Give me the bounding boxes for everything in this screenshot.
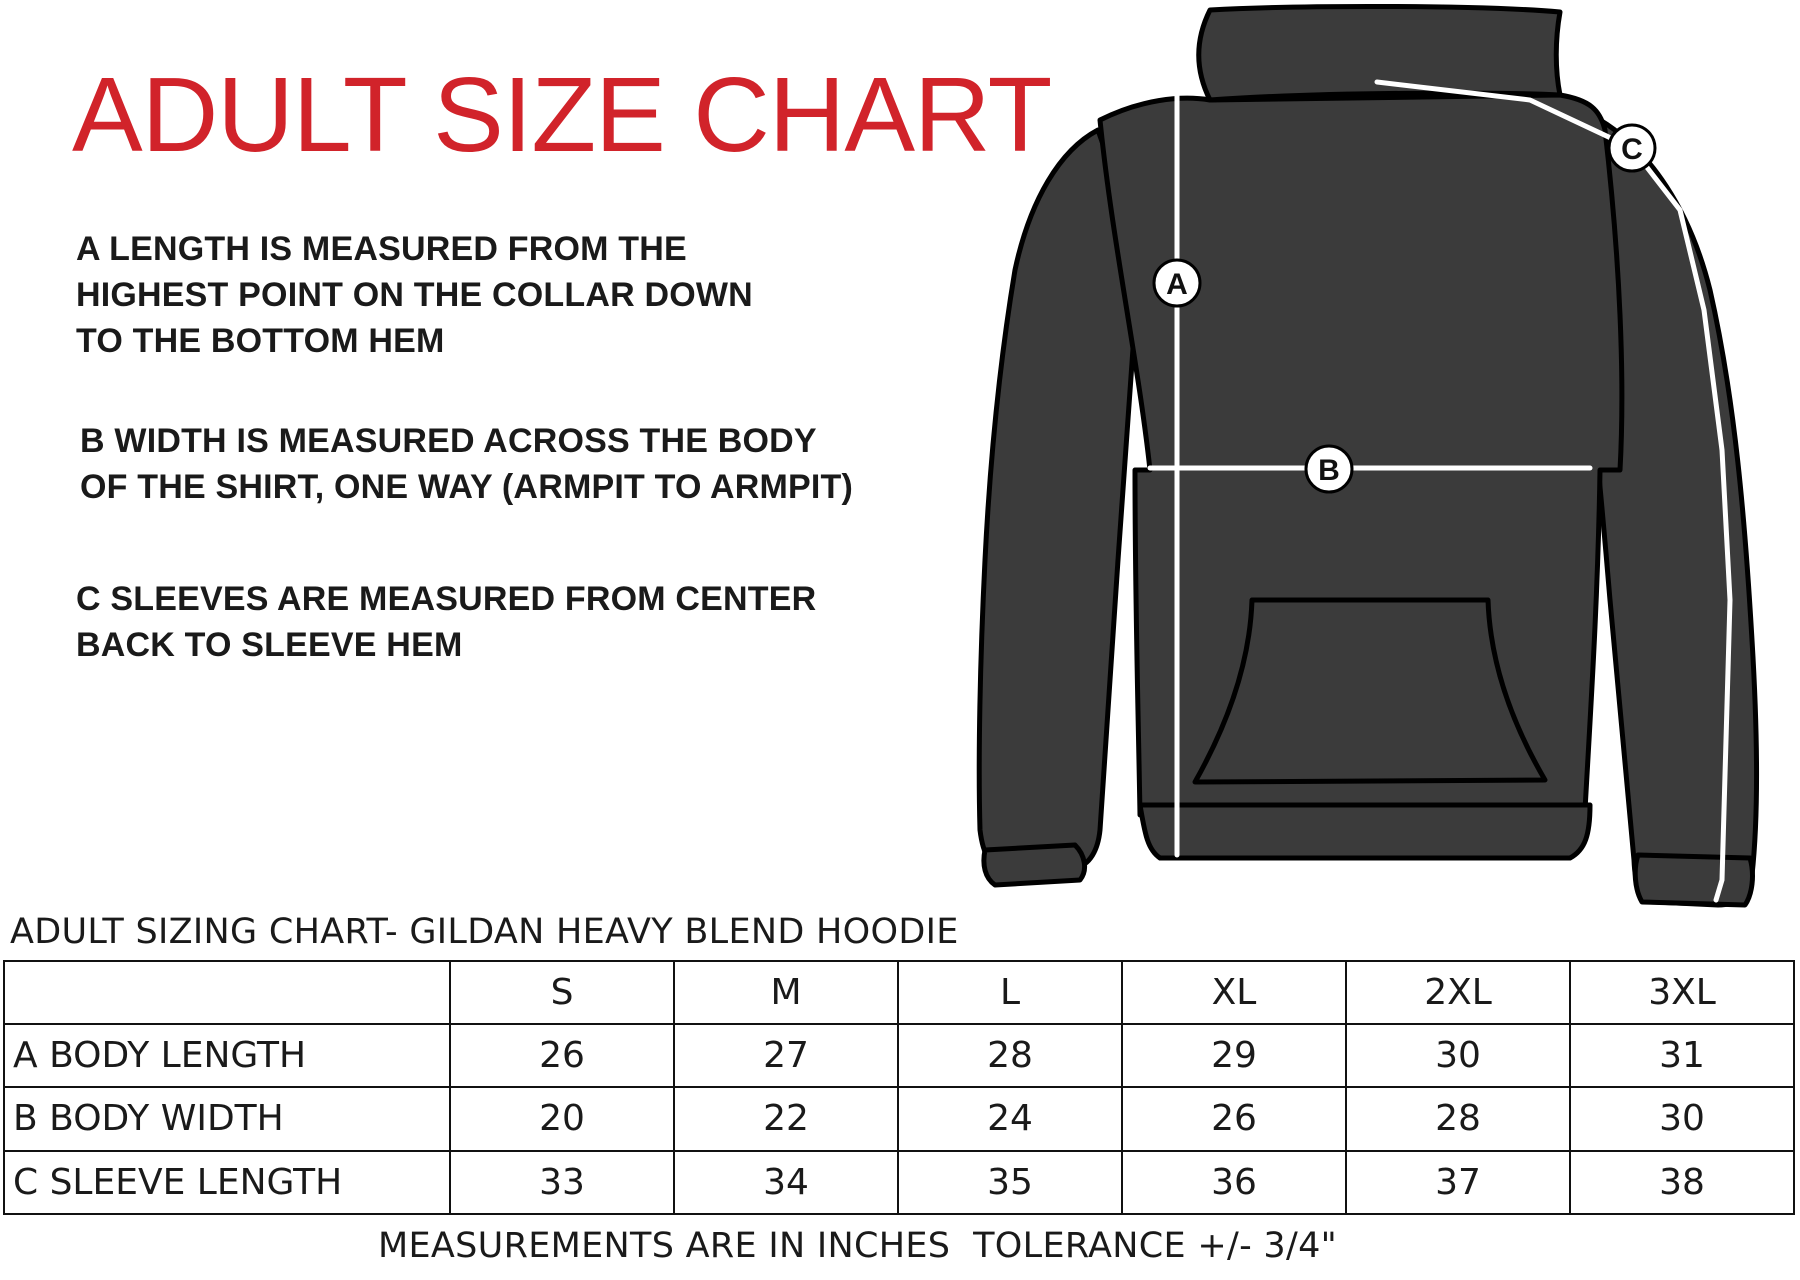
table-cell: 26 — [1122, 1087, 1346, 1150]
table-cell: 35 — [898, 1151, 1122, 1214]
row-label: C SLEEVE LENGTH — [4, 1151, 450, 1214]
table-cell: 30 — [1570, 1087, 1794, 1150]
instruction-line: OF THE SHIRT, ONE WAY (ARMPIT TO ARMPIT) — [80, 468, 854, 506]
table-cell: 29 — [1122, 1024, 1346, 1087]
hoodie-diagram — [960, 0, 1800, 915]
row-label: A BODY LENGTH — [4, 1024, 450, 1087]
table-cell: 38 — [1570, 1151, 1794, 1214]
marker-b-label: B — [1318, 454, 1340, 487]
page-title: ADULT SIZE CHART — [72, 56, 1052, 174]
table-cell: 26 — [450, 1024, 674, 1087]
instruction-line: BACK TO SLEEVE HEM — [76, 626, 463, 664]
header-size-2xl: 2XL — [1346, 961, 1570, 1024]
table-cell: 37 — [1346, 1151, 1570, 1214]
header-corner — [4, 961, 450, 1024]
instruction-width — [80, 418, 853, 510]
header-size-l: L — [898, 961, 1122, 1024]
table-cell: 34 — [674, 1151, 898, 1214]
right-cuff — [1635, 855, 1752, 905]
footer-note: MEASUREMENTS ARE IN INCHES TOLERANCE +/- 3/4" — [378, 1226, 1338, 1266]
table-caption: ADULT SIZING CHART- GILDAN HEAVY BLEND HOODIE — [10, 912, 959, 952]
table-row — [4, 1087, 1794, 1150]
table-cell: 20 — [450, 1087, 674, 1150]
header-size-m: M — [674, 961, 898, 1024]
table-cell: 30 — [1346, 1024, 1570, 1087]
table-cell: 36 — [1122, 1151, 1346, 1214]
waistband — [1140, 805, 1590, 858]
size-table — [3, 960, 1795, 1215]
table-cell: 22 — [674, 1087, 898, 1150]
instruction-line: A LENGTH IS MEASURED FROM THE — [76, 230, 687, 268]
instruction-line: HIGHEST POINT ON THE COLLAR DOWN — [76, 276, 753, 314]
table-cell: 33 — [450, 1151, 674, 1214]
instruction-line: TO THE BOTTOM HEM — [76, 322, 445, 360]
table-cell: 31 — [1570, 1024, 1794, 1087]
marker-c-label: C — [1621, 133, 1643, 166]
instruction-line: B WIDTH IS MEASURED ACROSS THE BODY — [80, 422, 817, 460]
instruction-length — [76, 226, 753, 364]
instruction-line: C SLEEVES ARE MEASURED FROM CENTER — [76, 580, 817, 618]
table-row — [4, 1024, 1794, 1087]
table-row — [4, 1151, 1794, 1214]
header-size-s: S — [450, 961, 674, 1024]
table-cell: 27 — [674, 1024, 898, 1087]
table-header-row — [4, 961, 1794, 1024]
left-cuff — [984, 845, 1085, 885]
header-size-3xl: 3XL — [1570, 961, 1794, 1024]
marker-a-label: A — [1166, 268, 1188, 301]
instruction-sleeve — [76, 576, 816, 668]
kangaroo-pocket — [1195, 600, 1545, 782]
header-size-xl: XL — [1122, 961, 1346, 1024]
table-cell: 28 — [1346, 1087, 1570, 1150]
table-cell: 28 — [898, 1024, 1122, 1087]
row-label: B BODY WIDTH — [4, 1087, 450, 1150]
hood — [1199, 6, 1560, 100]
table-cell: 24 — [898, 1087, 1122, 1150]
